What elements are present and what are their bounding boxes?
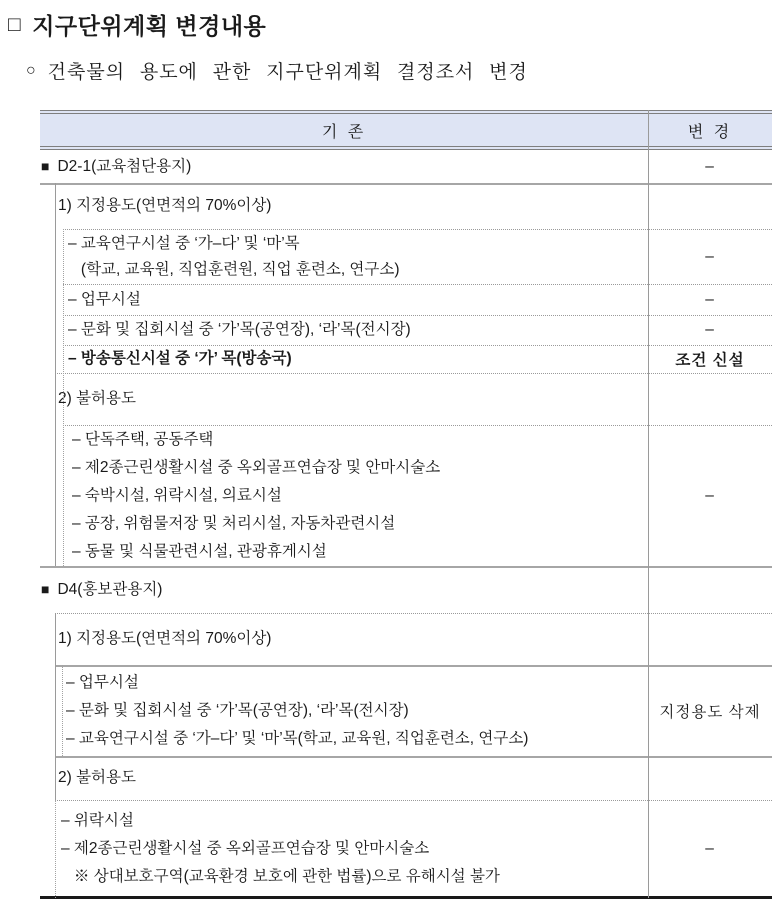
- table-row-d4: [40, 566, 772, 613]
- subsection-label: 2) 불허용도: [58, 390, 136, 407]
- doc-subtitle: [26, 57, 528, 84]
- divider-line: [40, 566, 772, 568]
- nesting-line-dotted: [63, 229, 64, 566]
- change-value: –: [705, 840, 715, 857]
- table-row: [40, 425, 772, 566]
- list-item: – 방송통신시설 중 ‘가’ 목(방송국): [68, 350, 292, 367]
- change-value: [648, 566, 772, 613]
- change-value: –: [705, 157, 715, 175]
- change-value: –: [705, 290, 715, 308]
- change-value: 조건 신설: [675, 352, 745, 369]
- section-label: ■ D2-1(교육첨단용지): [41, 158, 192, 175]
- table-row-emphasized: [40, 345, 772, 373]
- list-item: – 교육연구시설 중 ‘가–다’ 및 ‘마’목(학교, 교육원, 직업훈련소, 연구소): [66, 729, 529, 747]
- divider-line: [63, 315, 772, 316]
- change-value: [648, 373, 772, 425]
- change-value: –: [705, 321, 715, 338]
- table-row-d2-1: [40, 150, 772, 183]
- filled-square-bullet-icon: ■: [41, 581, 50, 597]
- divider-line: [55, 756, 772, 758]
- list-item: – 단독주택, 공동주택: [72, 430, 214, 448]
- circle-bullet-icon: ○: [26, 61, 37, 79]
- table-row: [40, 665, 772, 756]
- list-item: – 제2종근린생활시설 중 옥외골프연습장 및 안마시술소: [61, 840, 430, 857]
- table-header-row: [40, 110, 772, 150]
- subsection-label: 1) 지정용도(연면적의 70%이상): [58, 630, 272, 647]
- list-item: – 위락시설: [61, 812, 134, 829]
- table-bottom-border: [40, 896, 772, 899]
- subsection-label: 1) 지정용도(연면적의 70%이상): [58, 197, 272, 214]
- change-value: [648, 613, 772, 665]
- change-value: –: [705, 247, 715, 265]
- divider-line: [55, 665, 772, 667]
- change-value: [648, 756, 772, 800]
- table-row: [40, 315, 772, 345]
- table-row: [40, 229, 772, 284]
- divider-line: [63, 345, 772, 346]
- list-item: (학교, 교육원, 직업훈련원, 직업 훈련소, 연구소): [68, 260, 400, 278]
- table-row: [40, 800, 772, 898]
- table-row: [40, 613, 772, 665]
- list-item: – 동물 및 식물관련시설, 관광휴게시설: [72, 542, 327, 560]
- divider-line: [63, 425, 772, 426]
- change-value: [648, 183, 772, 229]
- square-bullet-icon: □: [8, 13, 22, 36]
- change-value: 지정용도 삭제: [659, 703, 761, 721]
- table-row: [40, 373, 772, 425]
- nesting-line: [55, 183, 56, 566]
- divider-line: [55, 373, 772, 374]
- change-table: [40, 110, 772, 900]
- divider-line: [63, 284, 772, 285]
- filled-square-bullet-icon: ■: [41, 158, 50, 174]
- nesting-line: [55, 613, 56, 800]
- table-row: [40, 284, 772, 315]
- list-item: ※ 상대보호구역(교육환경 보호에 관한 법률)으로 유해시설 불가: [61, 868, 500, 885]
- list-item: – 문화 및 집회시설 중 ‘가’목(공연장), ‘라’목(전시장): [68, 321, 411, 338]
- divider-line: [55, 613, 772, 614]
- list-item: – 제2종근린생활시설 중 옥외골프연습장 및 안마시술소: [72, 458, 441, 476]
- doc-subtitle-text: 건축물의 용도에 관한 지구단위계획 결정조서 변경: [47, 62, 528, 83]
- list-item: – 교육연구시설 중 ‘가–다’ 및 ‘마’목: [68, 234, 300, 252]
- list-item: – 업무시설: [68, 290, 141, 308]
- doc-title: [8, 8, 266, 41]
- col-header-existing: 기 존: [321, 123, 367, 141]
- doc-title-text: 지구단위계획 변경내용: [32, 13, 267, 39]
- subsection-label: 2) 불허용도: [58, 769, 136, 786]
- column-divider-line: [648, 110, 649, 898]
- section-label: ■ D4(홍보관용지): [41, 581, 163, 598]
- col-header-change: 변 경: [687, 123, 733, 141]
- divider-line: [40, 183, 772, 185]
- nesting-line-dotted: [55, 800, 56, 898]
- divider-line: [55, 800, 772, 801]
- divider-line: [63, 229, 772, 230]
- list-item: – 공장, 위험물저장 및 처리시설, 자동차관련시설: [72, 514, 396, 532]
- change-value: –: [705, 486, 715, 504]
- table-row: [40, 183, 772, 229]
- list-item: – 업무시설: [66, 673, 139, 691]
- nesting-line-dotted: [62, 665, 63, 756]
- list-item: – 숙박시설, 위락시설, 의료시설: [72, 486, 282, 504]
- table-row: [40, 756, 772, 800]
- list-item: – 문화 및 집회시설 중 ‘가’목(공연장), ‘라’목(전시장): [66, 701, 409, 719]
